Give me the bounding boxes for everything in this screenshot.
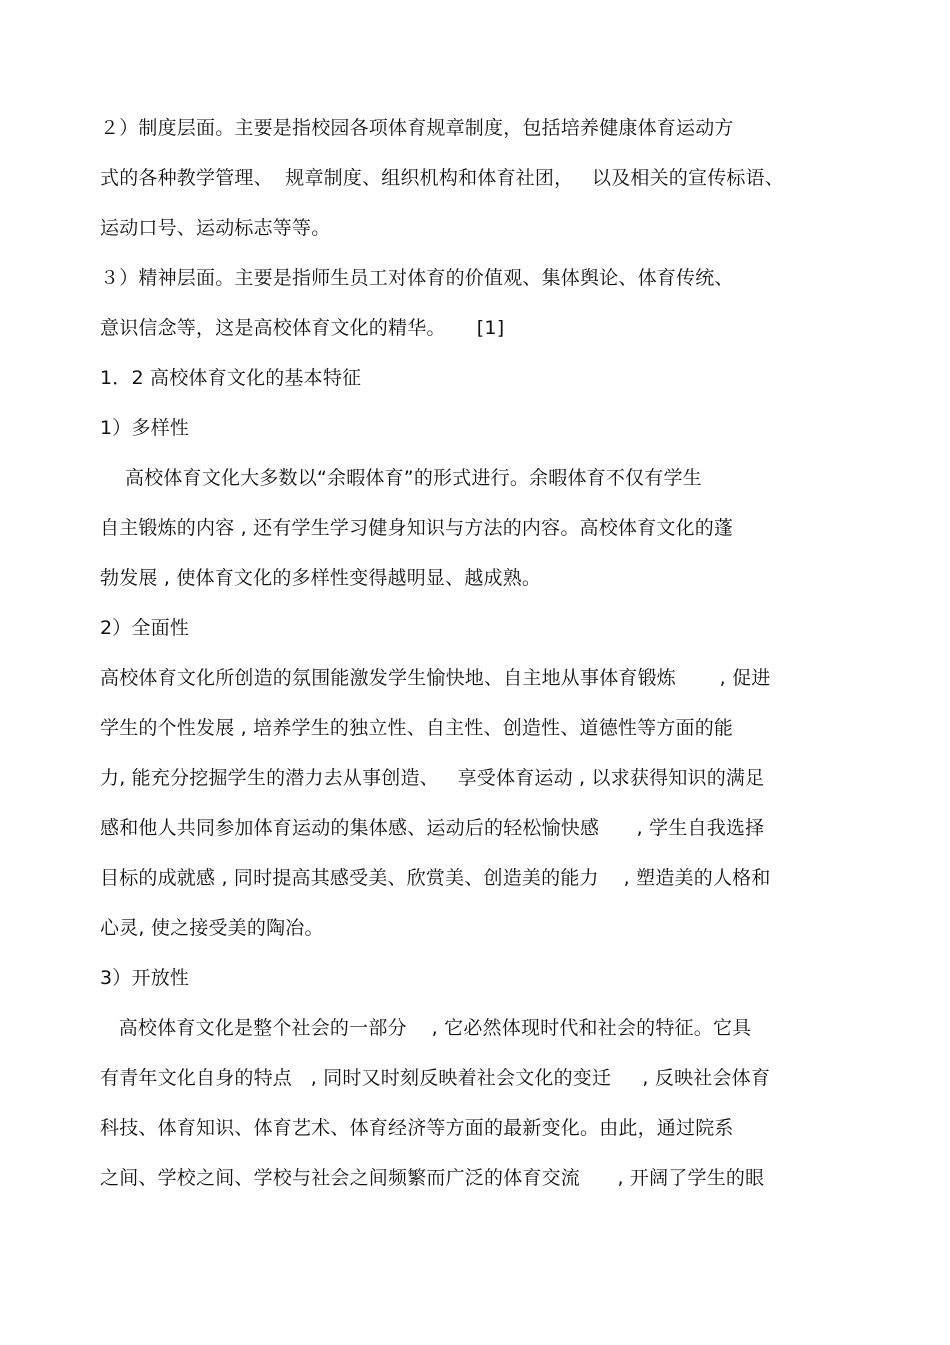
paragraph-line: 自主锻炼的内容 , 还有学生学习健身知识与方法的内容。高校体育文化的蓬	[100, 517, 734, 539]
paragraph-line: 勃发展 , 使体育文化的多样性变得越明显、越成熟。	[100, 567, 542, 589]
paragraph-line: 有青年文化自身的特点 , 同时又时刻反映着社会文化的变迁 , 反映社会体育	[100, 1067, 771, 1089]
paragraph-line: ３）精神层面。主要是指师生员工对体育的价值观、集体舆论、体育传统、	[100, 267, 734, 289]
paragraph-line: 运动口号、运动标志等等。	[100, 217, 331, 239]
paragraph-line: ２）制度层面。主要是指校园各项体育规章制度，包括培养健康体育运动方	[100, 117, 734, 139]
paragraph-line: 心灵, 使之接受美的陶冶。	[100, 917, 324, 939]
paragraph-line: 高校体育文化是整个社会的一部分 , 它必然体现时代和社会的特征。它具	[100, 1017, 752, 1039]
paragraph-line: 学生的个性发展 , 培养学生的独立性、自主性、创造性、道德性等方面的能	[100, 717, 734, 739]
paragraph-line: 科技、体育知识、体育艺术、体育经济等方面的最新变化。由此，通过院系	[100, 1117, 734, 1139]
subsection-heading: 3）开放性	[100, 967, 190, 989]
section-heading: 1．2 高校体育文化的基本特征	[100, 367, 362, 389]
paragraph-line: 感和他人共同参加体育运动的集体感、运动后的轻松愉快感 , 学生自我选择	[100, 817, 765, 839]
paragraph-line: 之间、学校之间、学校与社会之间频繁而广泛的体育交流 , 开阔了学生的眼	[100, 1167, 765, 1189]
subsection-heading: 2）全面性	[100, 617, 190, 639]
paragraph-line: 高校体育文化所创造的氛围能激发学生愉快地、自主地从事体育锻炼 , 促进	[100, 667, 771, 689]
paragraph-line: 目标的成就感 , 同时提高其感受美、欣赏美、创造美的能力 , 塑造美的人格和	[100, 867, 771, 889]
paragraph-line: 力, 能充分挖掘学生的潜力去从事创造、 享受体育运动 , 以求获得知识的满足	[100, 767, 765, 789]
subsection-heading: 1）多样性	[100, 417, 190, 439]
paragraph-line: 高校体育文化大多数以“余暇体育”的形式进行。余暇体育不仅有学生	[100, 467, 702, 489]
paragraph-line: 意识信念等，这是高校体育文化的精华。 [1]	[100, 317, 505, 339]
paragraph-line: 式的各种教学管理、 规章制度、组织机构和体育社团， 以及相关的宣传标语、	[100, 167, 784, 189]
